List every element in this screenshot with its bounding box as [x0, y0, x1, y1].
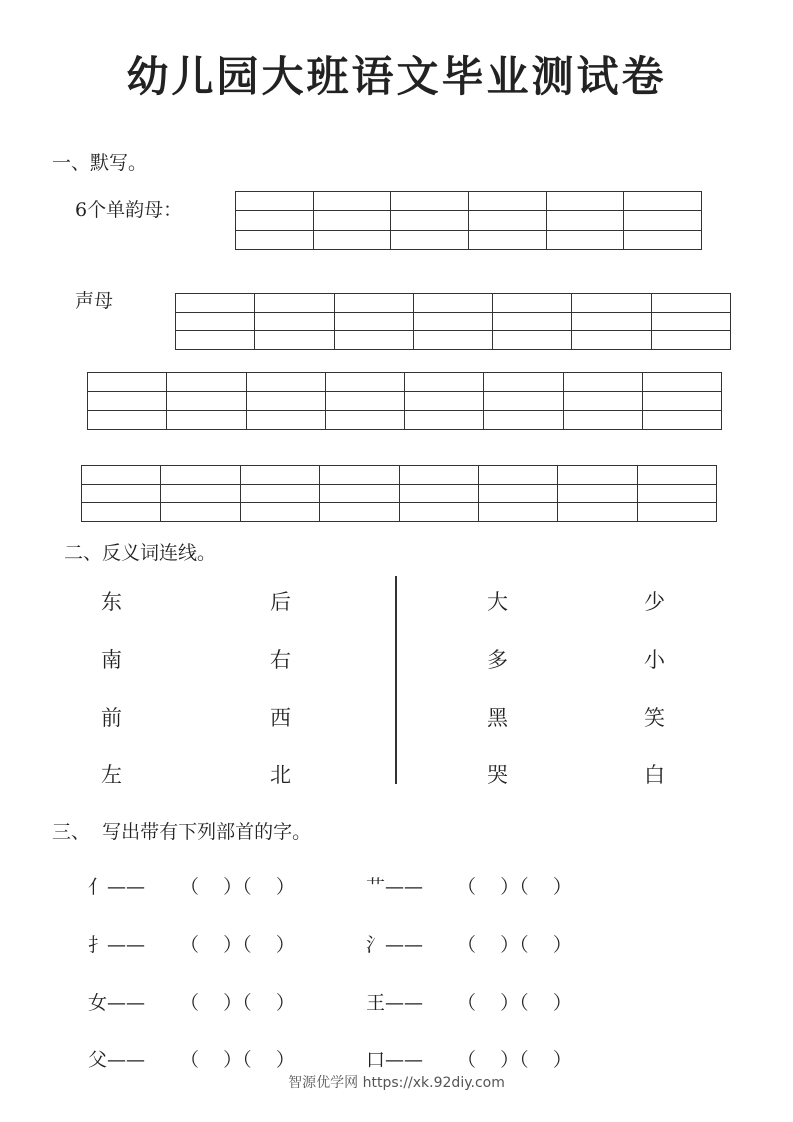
antonym-word[interactable]: 小: [644, 648, 665, 672]
column-divider: [395, 576, 397, 784]
antonym-word[interactable]: 西: [270, 706, 291, 730]
radical-prompt: 父——: [88, 1049, 146, 1071]
answer-blanks[interactable]: （ ）（ ）: [180, 934, 295, 956]
antonym-word[interactable]: 北: [270, 763, 291, 787]
antonym-word[interactable]: 笑: [644, 706, 665, 730]
radical-prompt: 氵——: [366, 934, 424, 956]
section-3-heading: 三、 写出带有下列部首的字。: [52, 821, 312, 843]
radical-prompt: 亻——: [88, 876, 146, 898]
answer-blanks[interactable]: （ ）（ ）: [180, 992, 295, 1014]
antonym-word[interactable]: 右: [270, 648, 291, 672]
section-1-heading: 一、默写。: [52, 152, 148, 174]
antonym-word[interactable]: 南: [101, 648, 122, 672]
radical-prompt: 王——: [366, 992, 424, 1014]
radical-prompt: 艹——: [366, 876, 424, 898]
answer-blanks[interactable]: （ ）（ ）: [457, 934, 572, 956]
antonym-word[interactable]: 少: [644, 590, 665, 614]
answer-blanks[interactable]: （ ）（ ）: [457, 992, 572, 1014]
radical-prompt: 女——: [88, 992, 146, 1014]
antonym-word[interactable]: 后: [270, 590, 291, 614]
antonym-word[interactable]: 东: [101, 590, 122, 614]
antonym-word[interactable]: 黑: [487, 706, 508, 730]
answer-blanks[interactable]: （ ）（ ）: [457, 876, 572, 898]
antonym-word[interactable]: 多: [487, 648, 508, 672]
answer-blanks[interactable]: （ ）（ ）: [180, 876, 295, 898]
footer-watermark: 智源优学网 https://xk.92diy.com: [288, 1075, 505, 1091]
vowels-label: 6个单韵母：: [75, 199, 183, 221]
initials-label: 声母: [75, 290, 114, 312]
antonym-word[interactable]: 白: [644, 763, 665, 787]
antonym-word[interactable]: 左: [101, 763, 122, 787]
antonym-word[interactable]: 前: [101, 706, 122, 730]
radical-prompt: 口——: [366, 1049, 424, 1071]
initials-writing-grid-1[interactable]: [175, 293, 731, 350]
page-title: 幼儿园大班语文毕业测试卷: [126, 52, 667, 101]
initials-writing-grid-2[interactable]: [87, 372, 722, 430]
antonym-word[interactable]: 哭: [487, 763, 508, 787]
radical-prompt: 扌——: [88, 934, 146, 956]
answer-blanks[interactable]: （ ）（ ）: [180, 1049, 295, 1071]
initials-writing-grid-3[interactable]: [81, 465, 717, 522]
antonym-word[interactable]: 大: [487, 590, 508, 614]
answer-blanks[interactable]: （ ）（ ）: [457, 1049, 572, 1071]
vowels-writing-grid[interactable]: [235, 191, 702, 250]
section-2-heading: 二、反义词连线。: [64, 542, 217, 564]
